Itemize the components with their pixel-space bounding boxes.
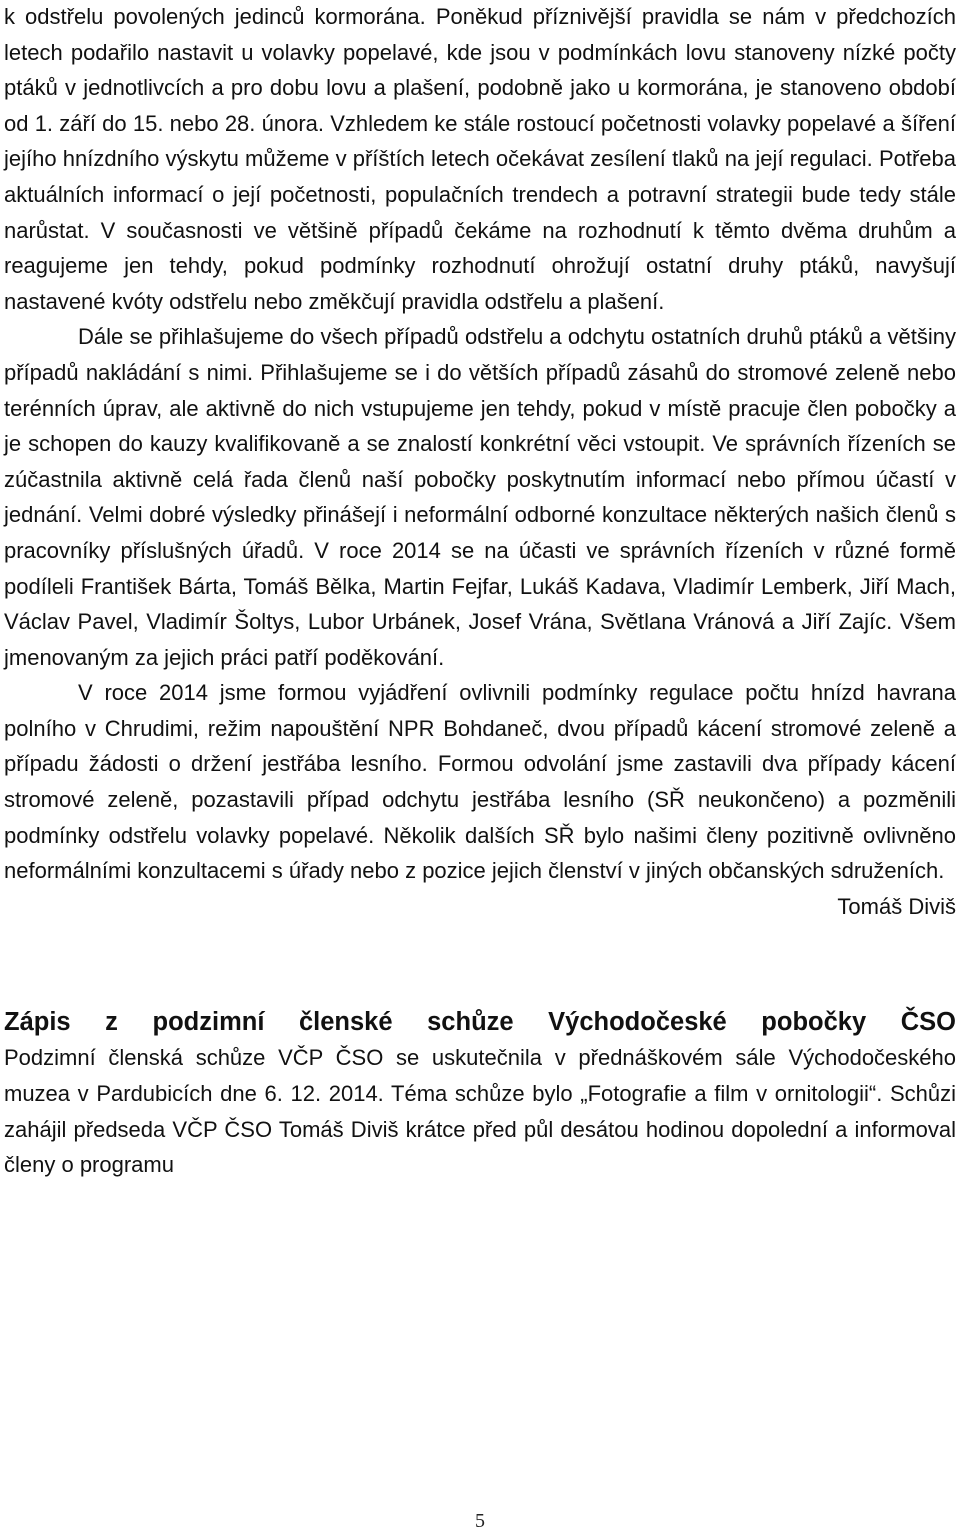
section-heading: Zápis z podzimní členské schůze Východočeské pobočky ČSO <box>4 1008 956 1037</box>
document-page <box>4 0 956 1183</box>
page-number: 5 <box>475 1510 485 1532</box>
body-paragraph: k odstřelu povolených jedinců kormorána. Poněkud příznivější pravidla se nám v předchozích letech podařilo nastavit u volavky popelavé, kde jsou v podmínkách lovu stanoveny nízké počty ptáků v jednotlivcích a pro dobu lovu a plašení, podobně jako u kormorána, je stanoveno období od 1. září do 15. nebo 28. února. Vzhledem ke stále rostoucí početnosti volavky popelavé a šíření jejího hnízdního výskytu můžeme v příštích letech očekávat zesílení tlaků na její regulaci. Potřeba aktuálních informací o její početnosti, populačních trendech a potravní strategii bude tedy stále narůstat. V současnosti ve většině případů čekáme na rozhodnutí k těmto dvěma druhům a reagujeme jen tehdy, pokud podmínky rozhodnutí ohrožují ostatní druhy ptáků, navyšují nastavené kvóty odstřelu nebo změkčují pravidla odstřelu a plašení. <box>4 4 956 314</box>
body-paragraph: V roce 2014 jsme formou vyjádření ovlivnili podmínky regulace počtu hnízd havrana polního v Chrudimi, režim napouštění NPR Bohdaneč, dvou případů kácení stromové zeleně a případu žádosti o držení jestřába lesního. Formou odvolání jsme zastavili dva případy kácení stromové zeleně, pozastavili případ odchytu jestřába lesního (SŘ neukončeno) a pozměnili podmínky odstřelu volavky popelavé. Několik dalších SŘ bylo našimi členy pozitivně ovlivněno neformálními konzultacemi s úřady nebo z pozice jejich členství v jiných občanských sdruženích. <box>4 680 956 884</box>
section-paragraph: Podzimní členská schůze VČP ČSO se uskutečnila v přednáškovém sále Východočeského muzea v Pardubicích dne 6. 12. 2014. Téma schůze bylo „Fotografie a film v ornitologii“. Schůzi zahájil předseda VČP ČSO Tomáš Diviš krátce před půl desátou hodinou dopolední a informoval členy o programu <box>4 1045 956 1178</box>
body-paragraph: Dále se přihlašujeme do všech případů odstřelu a odchytu ostatních druhů ptáků a většiny případů nakládání s nimi. Přihlašujeme se i do větších případů zásahů do stromové zeleně nebo terénních úprav, ale aktivně do nich vstupujeme jen tehdy, pokud v místě pracuje člen pobočky a je schopen do kauzy kvalifikovaně a se znalostí konkrétní věci vstoupit. Ve správních řízeních se zúčastnila aktivně celá řada členů naší pobočky poskytnutím informací nebo přímou účastí v jednání. Velmi dobré výsledky přinášejí i neformální odborné konzultace některých našich členů s pracovníky příslušných úřadů. V roce 2014 se na účasti ve správních řízeních v různé formě podíleli František Bárta, Tomáš Bělka, Martin Fejfar, Lukáš Kadava, Vladimír Lemberk, Jiří Mach, Václav Pavel, Vladimír Šoltys, Lubor Urbánek, Josef Vrána, Světlana Vránová a Jiří Zajíc. Všem jmenovaným za jejich práci patří poděkování. <box>4 324 956 670</box>
author-signature: Tomáš Diviš <box>837 893 956 919</box>
